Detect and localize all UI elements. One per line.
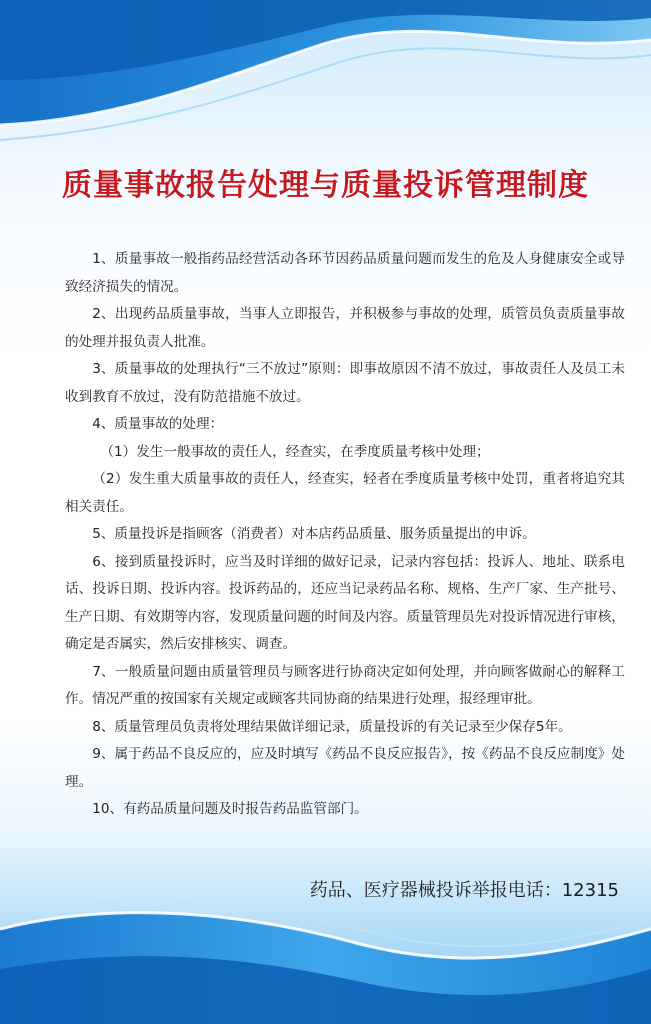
complaint-hotline: 药品、医疗器械投诉举报电话：12315 bbox=[309, 880, 619, 901]
page-title: 质量事故报告处理与质量投诉管理制度 bbox=[62, 168, 589, 203]
paragraph-6: 6、接到质量投诉时，应当及时详细的做好记录，记录内容包括：投诉人、地址、联系电话、投诉日期、投诉内容。投诉药品的，还应当记录药品名称、规格、生产厂家、生产批号、生产日期、有效期等内容，发现质量问题的时间及内容。质量管理员先对投诉情况进行审核，确定是否属实，然后安排核实、调查。 bbox=[65, 553, 625, 652]
paragraph-3: 3、质量事故的处理执行“三不放过”原则：即事故原因不清不放过，事故责任人及员工未收到教育不放过，没有防范措施不放过。 bbox=[65, 361, 625, 405]
paragraph-4: 4、质量事故的处理： bbox=[92, 416, 224, 432]
paragraph-4-1: （1）发生一般事故的责任人，经查实，在季度质量考核中处理； bbox=[100, 443, 490, 460]
paragraph-10: 10、有药品质量问题及时报告药品监管部门。 bbox=[92, 801, 368, 817]
paragraph-1: 1、质量事故一般指药品经营活动各环节因药品质量问题而发生的危及人身健康安全或导致经济损失的情况。 bbox=[65, 251, 625, 295]
paragraph-2: 2、出现药品质量事故，当事人立即报告，并积极参与事故的处理，质管员负责质量事故的处理并报负责人批准。 bbox=[65, 306, 625, 350]
bottom-wave-decoration bbox=[0, 874, 651, 1024]
paragraph-9: 9、属于药品不良反应的，应及时填写《药品不良反应报告》，按《药品不良反应制度》处理。 bbox=[65, 746, 625, 790]
paragraph-4-2: （2）发生重大质量事故的责任人，经查实，轻者在季度质量考核中处罚，重者将追究其相关责任。 bbox=[65, 471, 625, 515]
paragraph-7: 7、一般质量问题由质量管理员与顾客进行协商决定如何处理，并向顾客做耐心的解释工作。情况严重的按国家有关规定或顾客共同协商的结果进行处理，报经理审批。 bbox=[65, 663, 625, 707]
paragraph-8: 8、质量管理员负责将处理结果做详细记录，质量投诉的有关记录至少保存5年。 bbox=[92, 718, 572, 735]
top-wave-decoration bbox=[0, 0, 651, 150]
paragraph-5: 5、质量投诉是指顾客（消费者）对本店药品质量、服务质量提出的申诉。 bbox=[92, 526, 536, 542]
regulation-body bbox=[65, 246, 625, 824]
